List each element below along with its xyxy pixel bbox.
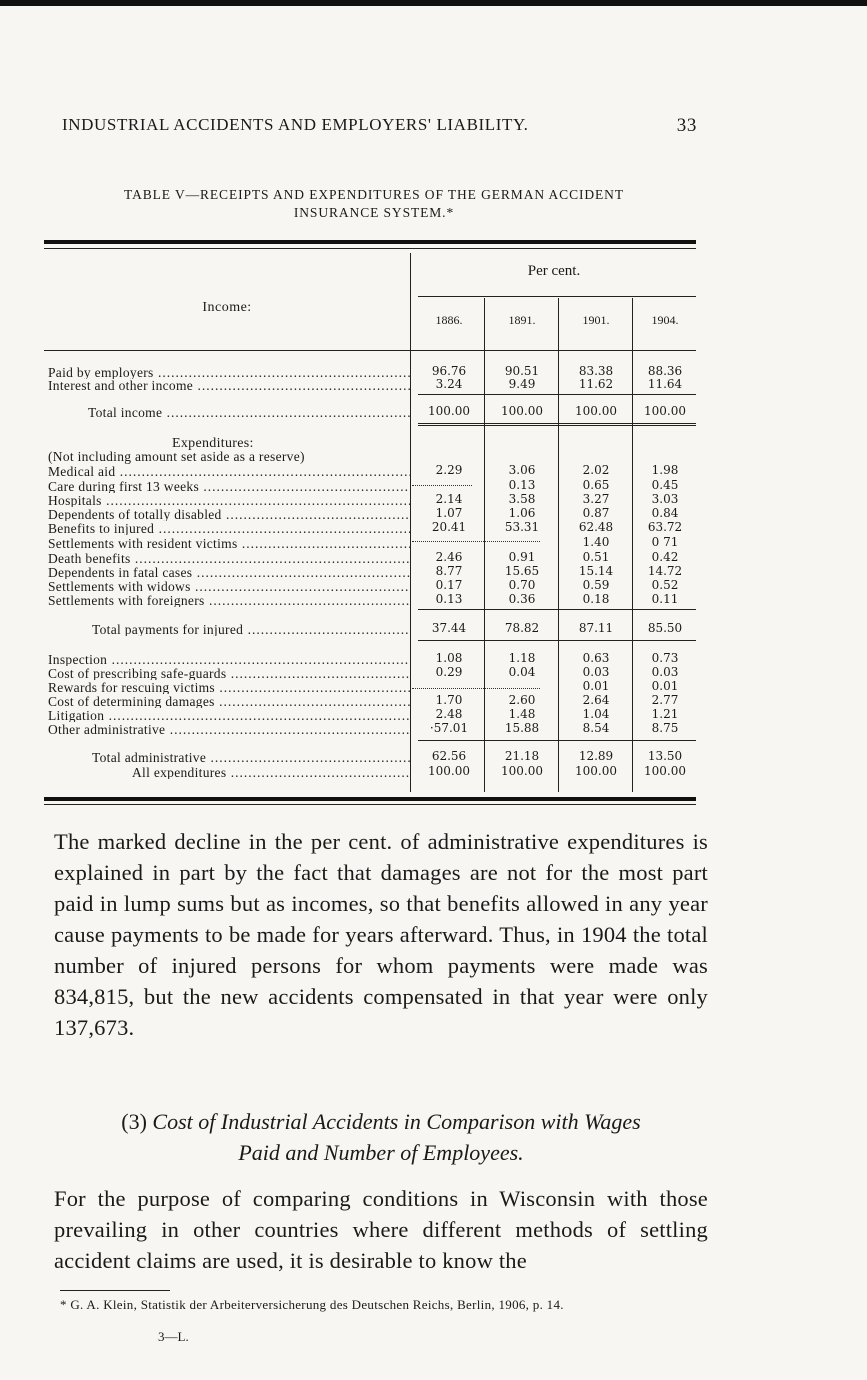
table-cell: 0.42 (651, 550, 679, 564)
row-label-wrap (48, 721, 410, 736)
table-cell: 0.03 (582, 665, 610, 679)
table-cell: 0.01 (582, 679, 610, 693)
table-cell: 0.91 (508, 550, 536, 564)
table-cell: 0.63 (582, 651, 610, 665)
page-top-edge (0, 0, 867, 6)
total-cell: 100.00 (428, 404, 470, 418)
year-header: 1891. (508, 313, 536, 327)
row-label-wrap (48, 550, 410, 565)
row-label-wrap (48, 492, 410, 507)
table-cell: 3.24 (435, 377, 463, 391)
table-cell: 3.03 (651, 492, 679, 506)
paragraph-1: The marked decline in the per cent. of administrative expenditures is explained in part by the fact that damages are not for the most part paid in lump sums but as incomes, so that benefits allowed in any year cause payments to be made for years afterward. Thus, in 1904 the total number of injured persons for whom payments were made was 834,815, but the new accidents compensated in that year were only 137,673. (54, 829, 708, 1040)
table-cell: 0.01 (651, 679, 679, 693)
table-cell: 62.48 (578, 520, 614, 534)
row-label: Care during first 13 weeks ..... (48, 479, 410, 493)
column-separator (484, 298, 485, 792)
row-label-wrap (88, 404, 410, 419)
total-rule (418, 423, 696, 426)
row-label: Cost of determining damages ..... (48, 694, 410, 708)
running-head (62, 115, 697, 137)
row-label: Settlements with widows ..... (48, 579, 410, 593)
table-cell: 9.49 (508, 377, 536, 391)
total-cell: 100.00 (575, 764, 617, 778)
row-label-wrap (48, 377, 410, 392)
table-cell: ·57.01 (429, 721, 469, 735)
table-cell: 14.72 (647, 564, 683, 578)
total-cell: 100.00 (501, 764, 543, 778)
row-label-wrap (92, 621, 410, 636)
row-label: Cost of prescribing safe-guards ..... (48, 666, 410, 680)
footnote: * G. A. Klein, Statistik der Arbeiterversicherung des Deutschen Reichs, Berlin, 1906, p. 14. (60, 1297, 564, 1312)
row-label-wrap (48, 578, 410, 593)
table-cell: 1.08 (435, 651, 463, 665)
row-label: Dependents in fatal cases ..... (48, 565, 410, 579)
total-cell: 100.00 (644, 404, 686, 418)
table-cell: 0.18 (582, 592, 610, 606)
row-label-wrap (48, 506, 410, 521)
section-title-line2: Paid and Number of Employees. (238, 1140, 524, 1165)
row-label: Interest and other income ..... (48, 378, 410, 392)
table-cell: 1.07 (435, 506, 463, 520)
table-cell: 3.27 (582, 492, 610, 506)
row-label: Death benefits ..... (48, 551, 410, 565)
table-cell: 1.48 (508, 707, 536, 721)
table-cell: 88.36 (647, 364, 683, 378)
row-label-wrap (48, 592, 410, 607)
row-label: Medical aid ..... (48, 464, 410, 478)
table-cell: 0.65 (582, 478, 610, 492)
total-cell: 85.50 (647, 621, 683, 635)
table-cell: 0.17 (435, 578, 463, 592)
total-cell: 100.00 (501, 404, 543, 418)
table-cell: 96.76 (431, 364, 467, 378)
total-cell: 100.00 (644, 764, 686, 778)
table-cell: 63.72 (647, 520, 683, 534)
table-cell: 11.64 (647, 377, 683, 391)
year-header: 1886. (435, 313, 463, 327)
table-cell: 8.54 (582, 721, 610, 735)
table-cell: 1.04 (582, 707, 610, 721)
table-cell: 2.64 (582, 693, 610, 707)
table-cell: 2.14 (435, 492, 463, 506)
table-cell: 0.11 (651, 592, 679, 606)
table-cell: 0.70 (508, 578, 536, 592)
row-label: Settlements with foreigners ..... (48, 593, 410, 607)
table-cell: 83.38 (578, 364, 614, 378)
year-header: 1904. (651, 313, 679, 327)
table-cell: 0.03 (651, 665, 679, 679)
row-label-wrap (48, 665, 410, 680)
running-head-title: INDUSTRIAL ACCIDENTS AND EMPLOYERS' LIABILITY. (62, 115, 529, 134)
table-cell: 1.18 (508, 651, 536, 665)
total-row-label: Total payments for injured ..... (92, 622, 410, 636)
year-header-rule (418, 296, 696, 297)
table-cell: 0.59 (582, 578, 610, 592)
row-label-wrap (48, 520, 410, 535)
total-cell: 87.11 (578, 621, 614, 635)
total-cell: 12.89 (578, 749, 614, 763)
table-cell: 0.87 (582, 506, 610, 520)
table-cell: 0.29 (435, 665, 463, 679)
table-title (44, 186, 704, 222)
table-cell: 1.21 (651, 707, 679, 721)
total-row-label: Total income ..... (88, 405, 410, 419)
row-label-wrap (48, 679, 410, 694)
subtotal-rule (418, 394, 696, 395)
section-heading (54, 1106, 708, 1168)
subtotal-rule (418, 740, 696, 741)
row-label: Inspection ..... (48, 652, 410, 666)
subtotal-rule (418, 609, 696, 610)
table-cell: 3.58 (508, 492, 536, 506)
total-cell: 100.00 (428, 764, 470, 778)
row-label: Other administrative ..... (48, 722, 410, 736)
expenditures-heading: Expenditures: (172, 436, 254, 451)
signature-mark: 3—L. (158, 1329, 189, 1344)
table-cell: 0.84 (651, 506, 679, 520)
row-label-wrap (48, 478, 410, 493)
table-cell: 2.46 (435, 550, 463, 564)
table-cell: 11.62 (578, 377, 614, 391)
table-cell: 0.04 (508, 665, 536, 679)
total-cell: 21.18 (504, 749, 540, 763)
table-cell: 0.13 (508, 478, 536, 492)
row-label-wrap (48, 564, 410, 579)
table-top-rule-thin (44, 248, 696, 249)
table-bottom-rule (44, 797, 696, 801)
dotted-separator (412, 688, 540, 689)
row-label-wrap (48, 693, 410, 708)
year-header: 1901. (582, 313, 610, 327)
total-row-label: Total administrative ..... (92, 750, 410, 764)
table-cell: 2.77 (651, 693, 679, 707)
table-cell: 2.02 (582, 463, 610, 477)
table-cell: 90.51 (504, 364, 540, 378)
table-cell: 8.75 (651, 721, 679, 735)
table-cell: 20.41 (431, 520, 467, 534)
row-label-wrap (92, 749, 410, 764)
row-label-wrap (48, 463, 410, 478)
footnote-rule (60, 1290, 170, 1291)
table-cell: 0.13 (435, 592, 463, 606)
table-cell: 2.48 (435, 707, 463, 721)
column-separator (558, 298, 559, 792)
row-label: Rewards for rescuing victims ..... (48, 680, 410, 694)
dotted-separator (412, 485, 472, 486)
row-label-wrap (48, 535, 410, 550)
section-title-line1: Cost of Industrial Accidents in Comparison with Wages (152, 1109, 641, 1134)
table-cell: 2.60 (508, 693, 536, 707)
table-title-line1: TABLE V—RECEIPTS AND EXPENDITURES OF THE GERMAN ACCIDENT (124, 187, 624, 202)
table-cell: 1.70 (435, 693, 463, 707)
table-cell: 0.52 (651, 578, 679, 592)
table-top-rule (44, 240, 696, 244)
table-cell: 15.65 (504, 564, 540, 578)
subtotal-rule (418, 640, 696, 641)
total-cell: 62.56 (431, 749, 467, 763)
header-bottom-rule (44, 350, 696, 351)
total-cell: 37.44 (431, 621, 467, 635)
table-title-line2: INSURANCE SYSTEM.* (293, 205, 455, 220)
table-cell: 15.14 (578, 564, 614, 578)
column-separator (410, 253, 411, 792)
total-cell: 13.50 (647, 749, 683, 763)
page-number: 33 (676, 115, 697, 136)
table-cell: 3.06 (508, 463, 536, 477)
row-label: Dependents of totally disabled ..... (48, 507, 410, 521)
per-cent-header: Per cent. (527, 263, 581, 279)
table-bottom-rule-thin (44, 804, 696, 805)
dotted-separator (412, 541, 540, 542)
table-cell: 0.36 (508, 592, 536, 606)
table-cell: 15.88 (504, 721, 540, 735)
total-row-label: All expenditures ..... (132, 765, 410, 779)
table-cell: 0.51 (582, 550, 610, 564)
total-cell: 100.00 (575, 404, 617, 418)
income-header: Income: (202, 300, 252, 315)
table-cell: 0 71 (651, 535, 679, 549)
row-label-wrap (132, 764, 410, 779)
expenditures-note: (Not including amount set aside as a reserve) (48, 449, 305, 464)
table-cell: 1.40 (582, 535, 610, 549)
table-cell: 0.73 (651, 651, 679, 665)
table-cell: 1.98 (651, 463, 679, 477)
row-label: Benefits to injured ..... (48, 521, 410, 535)
total-cell: 78.82 (504, 621, 540, 635)
table-cell: 2.29 (435, 463, 463, 477)
table-cell: 8.77 (435, 564, 463, 578)
table-cell: 0.45 (651, 478, 679, 492)
section-number: (3) (121, 1109, 147, 1134)
row-label: Litigation ..... (48, 708, 410, 722)
paragraph-2: For the purpose of comparing conditions in Wisconsin with those prevailing in other countries where different methods of settling accident claims are used, it is desirable to know the (54, 1186, 708, 1273)
row-label: Paid by employers ..... (48, 365, 410, 379)
row-label: Settlements with resident victims ..... (48, 536, 410, 550)
row-label: Hospitals ..... (48, 493, 410, 507)
table-cell: 1.06 (508, 506, 536, 520)
row-label-wrap (48, 651, 410, 666)
row-label-wrap (48, 707, 410, 722)
table-cell: 53.31 (504, 520, 540, 534)
